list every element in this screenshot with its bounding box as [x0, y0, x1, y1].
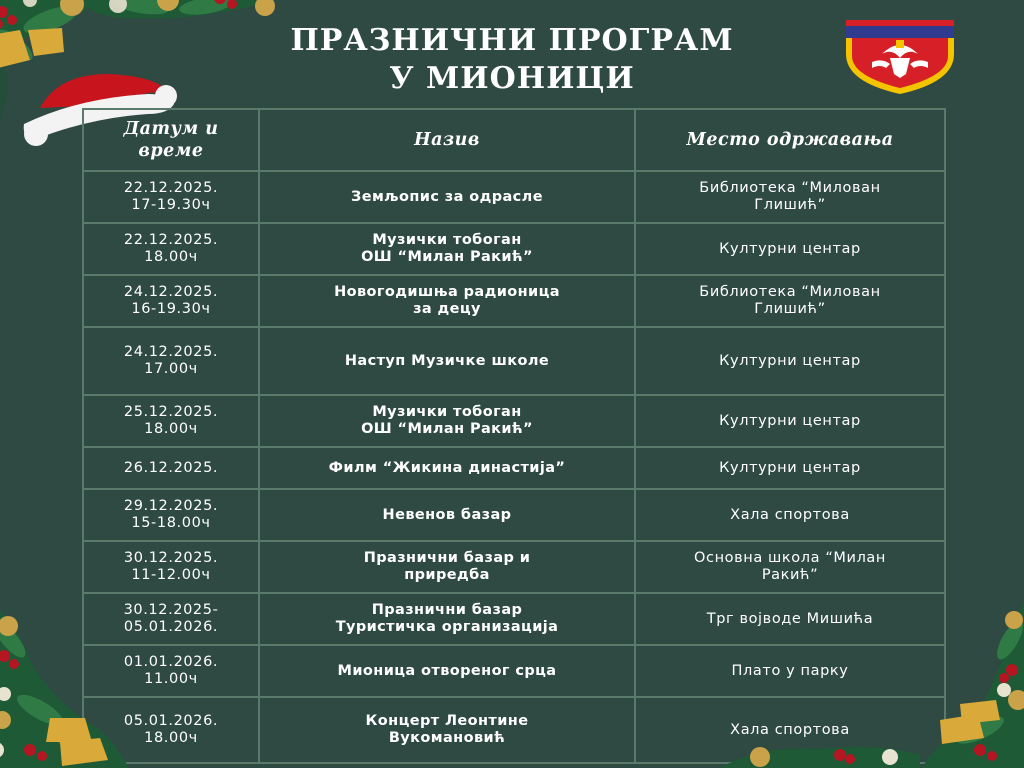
date-cell-line: 22.12.2025. — [123, 232, 219, 248]
date-cell-line: 15-18.00ч — [131, 515, 211, 531]
header-place-line-1: Место — [686, 130, 761, 150]
table-row — [83, 447, 945, 489]
date-cell — [83, 541, 259, 593]
venue-cell — [635, 541, 945, 593]
venue-cell — [635, 223, 945, 275]
date-cell-line: 29.12.2025. — [123, 498, 219, 514]
table-row — [83, 489, 945, 541]
venue-cell-line: Ракић” — [761, 567, 819, 583]
event-name-cell — [259, 171, 635, 223]
date-cell-line: 17.00ч — [144, 361, 198, 377]
event-name-cell-line: Концерт Леонтине — [365, 713, 529, 729]
table-row — [83, 395, 945, 447]
venue-cell-line: Културни центар — [719, 240, 861, 257]
date-cell — [83, 489, 259, 541]
holly-garland-icon — [0, 600, 130, 768]
event-name-cell-line: за децу — [413, 301, 481, 317]
table-row — [83, 541, 945, 593]
date-cell-line: 11.00ч — [144, 671, 198, 687]
header-name — [259, 109, 635, 171]
date-cell — [83, 447, 259, 489]
venue-cell-line: Културни центар — [719, 352, 861, 369]
event-name-cell-line: Невенов базар — [382, 506, 512, 523]
table-header-row — [83, 109, 945, 171]
event-name-cell-line: ОШ “Милан Ракић” — [361, 249, 533, 265]
date-cell-line: 16-19.30ч — [131, 301, 211, 317]
venue-cell — [635, 447, 945, 489]
venue-cell — [635, 171, 945, 223]
table-row — [83, 275, 945, 327]
event-name-cell-line: Вукомановић — [388, 730, 506, 746]
event-name-cell — [259, 223, 635, 275]
date-cell-line: 25.12.2025. — [123, 404, 219, 420]
event-name-cell — [259, 541, 635, 593]
date-cell-line: 18.00ч — [144, 249, 198, 265]
event-name-cell — [259, 697, 635, 763]
event-name-cell — [259, 327, 635, 395]
table-row — [83, 593, 945, 645]
date-cell-line: 01.01.2026. — [123, 654, 219, 670]
table-row — [83, 645, 945, 697]
event-name-cell-line: Празнични базар и — [363, 550, 531, 566]
event-name-cell — [259, 447, 635, 489]
event-name-cell — [259, 593, 635, 645]
event-name-cell — [259, 395, 635, 447]
header-place-line-2: одржавања — [766, 130, 894, 150]
date-cell — [83, 275, 259, 327]
venue-cell-line: Глишић” — [754, 197, 826, 213]
date-cell-line: 11-12.00ч — [131, 567, 211, 583]
title-line-1: ПРАЗНИЧНИ ПРОГРАМ — [290, 23, 734, 58]
date-cell — [83, 327, 259, 395]
venue-cell-line: Библиотека “Милован — [699, 180, 881, 196]
date-cell-line: 05.01.2026. — [123, 619, 219, 635]
date-cell-line: 18.00ч — [144, 730, 198, 746]
date-cell-line: 24.12.2025. — [123, 284, 219, 300]
schedule-table — [82, 108, 946, 764]
event-name-cell-line: Музички тобоган — [372, 232, 522, 248]
venue-cell-line: Хала спортова — [730, 721, 850, 738]
venue-cell-line: Основна школа “Милан — [694, 550, 886, 566]
page-title — [200, 22, 824, 98]
title-line-2: У МИОНИЦИ — [389, 61, 635, 96]
venue-cell-line: Глишић” — [754, 301, 826, 317]
date-cell-line: 05.01.2026. — [123, 713, 219, 729]
date-cell-line: 18.00ч — [144, 421, 198, 437]
event-name-cell-line: ОШ “Милан Ракић” — [361, 421, 533, 437]
event-name-cell-line: Празнични базар — [371, 602, 523, 618]
header-date-line-2: време — [138, 141, 204, 161]
date-cell-line: 22.12.2025. — [123, 180, 219, 196]
venue-cell — [635, 327, 945, 395]
event-name-cell-line: Земљопис за одрасле — [351, 188, 543, 205]
venue-cell — [635, 593, 945, 645]
venue-cell-line: Плато у парку — [731, 662, 849, 679]
date-cell-line: 17-19.30ч — [131, 197, 211, 213]
event-name-cell — [259, 645, 635, 697]
table-row — [83, 171, 945, 223]
date-cell — [83, 395, 259, 447]
venue-cell — [635, 645, 945, 697]
venue-cell — [635, 275, 945, 327]
venue-cell-line: Хала спортова — [730, 506, 850, 523]
venue-cell-line: Библиотека “Милован — [699, 284, 881, 300]
header-name-line-1: Назив — [414, 130, 480, 150]
ornament-ball-icon — [720, 735, 920, 768]
date-cell-line: 30.12.2025. — [123, 550, 219, 566]
venue-cell-line: Културни центар — [719, 412, 861, 429]
event-name-cell-line: Туристичка организација — [335, 619, 559, 635]
schedule-body — [83, 171, 945, 763]
date-cell-line: 26.12.2025. — [123, 459, 219, 476]
event-name-cell-line: приредба — [404, 567, 490, 583]
date-cell-line: 30.12.2025- — [123, 602, 219, 618]
table-row — [83, 327, 945, 395]
header-place — [635, 109, 945, 171]
date-cell — [83, 171, 259, 223]
event-name-cell — [259, 489, 635, 541]
venue-cell — [635, 489, 945, 541]
municipal-coat-of-arms-icon — [842, 18, 958, 96]
header-date-line-1: Датум и — [123, 119, 219, 139]
event-name-cell — [259, 275, 635, 327]
venue-cell-line: Културни центар — [719, 459, 861, 476]
event-name-cell-line: Новогодишња радионица — [334, 284, 560, 300]
event-name-cell-line: Наступ Музичке школе — [344, 352, 550, 369]
event-name-cell-line: Филм “Жикина династија” — [328, 459, 566, 476]
venue-cell-line: Трг војводе Мишића — [706, 610, 874, 627]
table-row — [83, 223, 945, 275]
date-cell — [83, 223, 259, 275]
header-date — [83, 109, 259, 171]
venue-cell — [635, 395, 945, 447]
date-cell-line: 24.12.2025. — [123, 344, 219, 360]
event-name-cell-line: Музички тобоган — [372, 404, 522, 420]
event-name-cell-line: Мионица отвореног срца — [337, 662, 557, 679]
